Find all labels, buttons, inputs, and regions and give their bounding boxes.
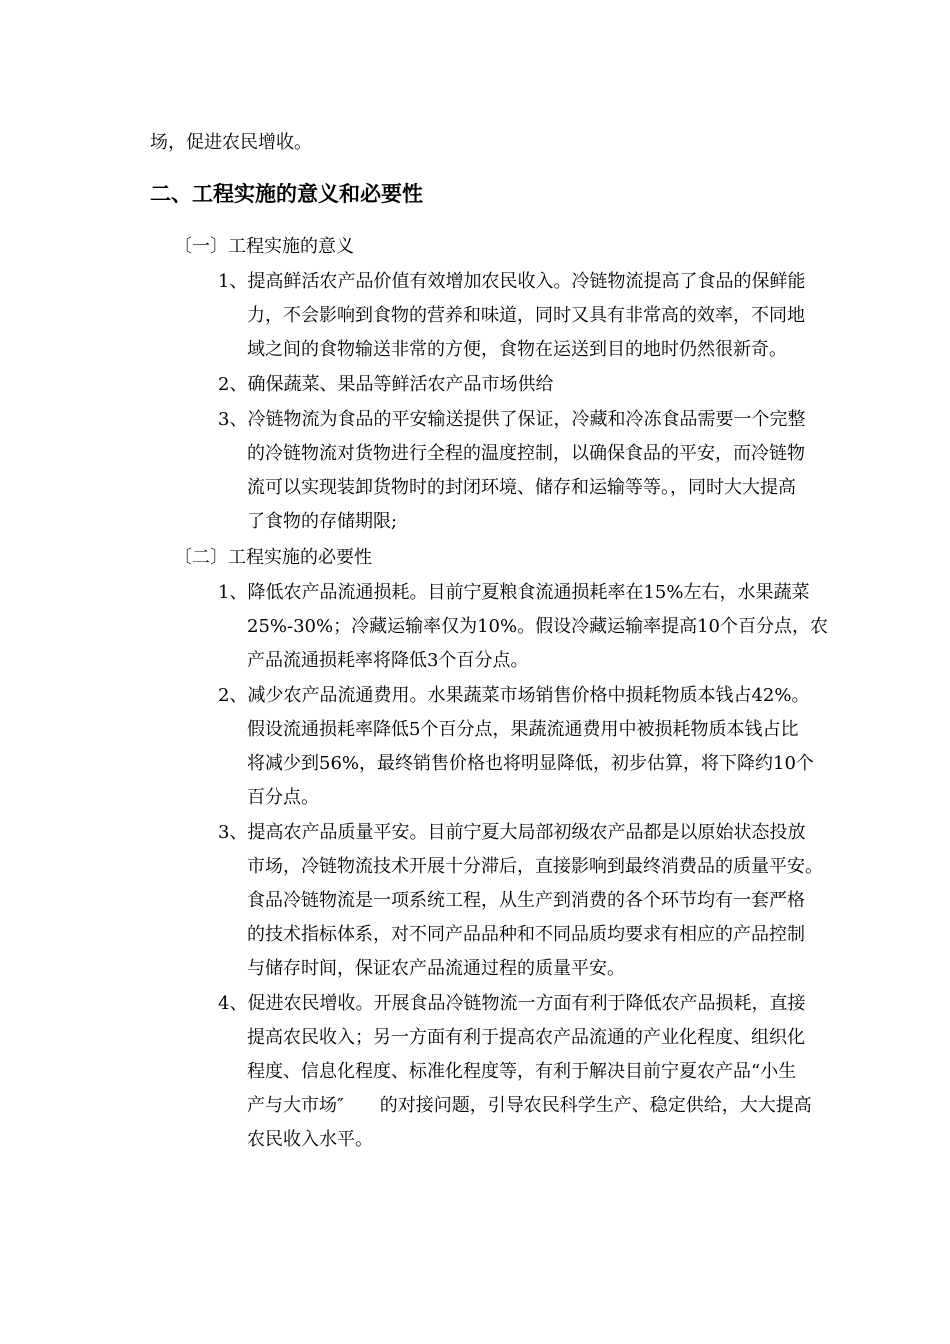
paragraph-line: 1、提高鲜活农产品价值有效增加农民收入。冷链物流提高了食品的保鲜能 <box>218 271 806 292</box>
paragraph-line: 流可以实现装卸货物时的封闭环境、储存和运输等等。，同时大大提高 <box>247 477 796 498</box>
paragraph-line: 假设流通损耗率降低5个百分点，果蔬流通费用中被损耗物质本钱占比 <box>247 719 799 740</box>
paragraph-line: 产与大市场″ 的对接问题，引导农民科学生产、稳定供给，大大提高 <box>247 1095 812 1116</box>
intro-line: 场，促进农民增收。 <box>150 132 312 153</box>
paragraph-line: 提高农民收入；另一方面有利于提高农产品流通的产业化程度、组织化 <box>247 1027 805 1048</box>
paragraph-line: 食品冷链物流是一项系统工程，从生产到消费的各个环节均有一套严格 <box>247 890 805 911</box>
paragraph-line: 百分点。 <box>247 787 319 808</box>
paragraph-line: 的技术指标体系，对不同产品品种和不同品质均要求有相应的产品控制 <box>247 924 805 945</box>
paragraph-line: 2、确保蔬菜、果品等鲜活农产品市场供给 <box>218 374 554 395</box>
paragraph-line: 了食物的存储期限; <box>247 511 398 532</box>
paragraph-line: 市场，冷链物流技术开展十分滞后，直接影响到最终消费品的质量平安。 <box>247 856 823 877</box>
paragraph-line: 3、提高农产品质量平安。目前宁夏大局部初级农产品都是以原始状态投放 <box>218 822 806 843</box>
paragraph-line: 程度、信息化程度、标准化程度等，有利于解决目前宁夏农产品“小生 <box>247 1061 797 1082</box>
paragraph-line: 域之间的食物输送非常的方便，食物在运送到目的地时仍然很新奇。 <box>247 339 787 360</box>
paragraph-line: 力，不会影响到食物的营养和味道，同时又具有非常高的效率，不同地 <box>247 305 805 326</box>
paragraph-line: 4、促进农民增收。开展食品冷链物流一方面有利于降低农产品损耗，直接 <box>218 993 806 1014</box>
paragraph-line: 产品流通损耗率将降低3个百分点。 <box>247 650 529 671</box>
paragraph-line: 与储存时间，保证农产品流通过程的质量平安。 <box>247 958 625 979</box>
subsection-title: 〔一〕工程实施的意义 <box>174 236 354 257</box>
paragraph-line: 2、减少农产品流通费用。水果蔬菜市场销售价格中损耗物质本钱占42%。 <box>218 685 810 706</box>
paragraph-line: 的冷链物流对货物进行全程的温度控制，以确保食品的平安，而冷链物 <box>247 443 805 464</box>
section-heading: 二、工程实施的意义和必要性 <box>150 182 423 206</box>
subsection-title: 〔二〕工程实施的必要性 <box>174 547 372 568</box>
paragraph-line: 1、降低农产品流通损耗。目前宁夏粮食流通损耗率在15%左右，水果蔬菜 <box>218 582 810 603</box>
paragraph-line: 25%-30%；冷藏运输率仅为10%。假设冷藏运输率提高10个百分点，农 <box>247 616 829 637</box>
paragraph-line: 农民收入水平。 <box>247 1129 373 1150</box>
paragraph-line: 3、冷链物流为食品的平安输送提供了保证，冷藏和冷冻食品需要一个完整 <box>218 409 806 430</box>
paragraph-line: 将减少到56%，最终销售价格也将明显降低，初步估算，将下降约10个 <box>247 753 814 774</box>
